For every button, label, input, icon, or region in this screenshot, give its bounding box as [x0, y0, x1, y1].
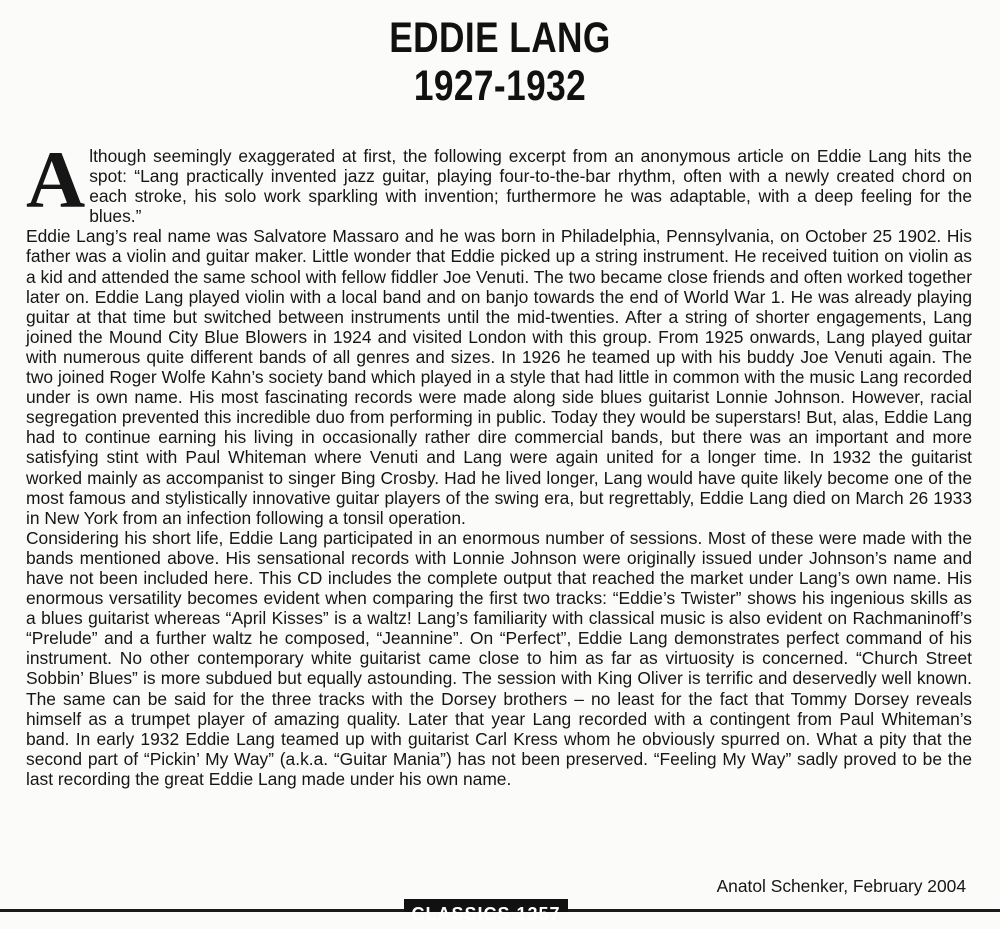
author-signature: Anatol Schenker, February 2004 — [716, 876, 966, 896]
article-paragraph: Considering his short life, Eddie Lang participated in an enormous number of sessions. Most of these were made with the bands mentioned above. His sensational records with Lonnie Johnson were originally issued under Johnson’s name and have not been included here. This CD includes the complete output that reached the market under Lang’s own name. His enormous versatility becomes evident when comparing the first two tracks: “Eddie’s Twister” shows his ingenious skills as a blues guitarist whereas “April Kisses” is a waltz! Lang’s familiarity with classical music is also evident on Rachmaninoff’s “Prelude” and a further waltz he composed, “Jeannine”. On “Perfect”, Eddie Lang demonstrates perfect command of his instrument. No other contemporary white guitarist came close to him as far as virtuosity is concerned. “Church Street Sobbin’ Blues” is more subdued but equally astounding. The session with King Oliver is terrific and deservedly well known. The same can be said for the three tracks with the Dorsey brothers – no least for the fact that Tommy Dorsey reveals himself as a trumpet player of amazing quality. Later that year Lang recorded with a contingent from Paul Whiteman’s band. In early 1932 Eddie Lang teamed up with guitarist Carl Kress whom he obviously spurred on. What a pity that the second part of “Pickin’ My Way” (a.k.a. “Guitar Mania”) has not been preserved. “Feeling My Way” sadly proved to be the last recording the great Eddie Lang made under his own name. — [26, 527, 972, 789]
page-title: EDDIE LANG — [389, 14, 611, 62]
catalog-number-label: CLASSICS 1357 — [404, 899, 568, 912]
drop-cap: A — [26, 134, 86, 225]
paragraph-text: lthough seemingly exaggerated at first, the following excerpt from an anonymous article on Eddie Lang hits the spot: “Lang practically invented jazz guitar, playing four-to-the-bar rhythm, often with a newly created chord on each stroke, his solo work sparkling with invention; furthermore he was adaptable, with a deep feeling for the blues.” — [89, 146, 972, 227]
article-body — [26, 134, 972, 789]
article-paragraph — [26, 134, 972, 227]
article-paragraph: Eddie Lang’s real name was Salvatore Massaro and he was born in Philadelphia, Pennsylvania, on October 25 1902. His father was a violin and guitar maker. Little wonder that Eddie picked up a string instrument. He received tuition on violin as a kid and attended the same school with fellow fiddler Joe Venuti. The two became close friends and often worked together later on. Eddie Lang played violin with a local band and on banjo towards the end of World War 1. He was already playing guitar at that time but switched between instruments until the mid-twenties. After a string of shorter engagements, Lang joined the Mound City Blue Blowers in 1924 and visited London with this group. From 1925 onwards, Lang played guitar with numerous quite different bands of all genres and sizes. In 1926 he teamed up with his buddy Joe Venuti again. The two joined Roger Wolfe Kahn’s society band which played in a style that had little in common with the music Lang recorded under is own name. His most fascinating records were made along side blues guitarist Lonnie Johnson. However, racial segregation prevented this incredible duo from performing in public. Today they would be superstars! But, alas, Eddie Lang had to continue earning his living in occasionally rather dire commercial bands, but there was an important and more satisfying stint with Paul Whiteman where Venuti and Lang were again united for a longer time. In 1932 the guitarist worked mainly as accompanist to singer Bing Crosby. Had he lived longer, Lang would have quite likely become one of the most famous and stylistically innovative guitar players of the swing era, but regrettably, Eddie Lang died on March 26 1933 in New York from an infection following a tonsil operation. — [26, 226, 972, 528]
page-subtitle-years: 1927-1932 — [413, 62, 587, 110]
